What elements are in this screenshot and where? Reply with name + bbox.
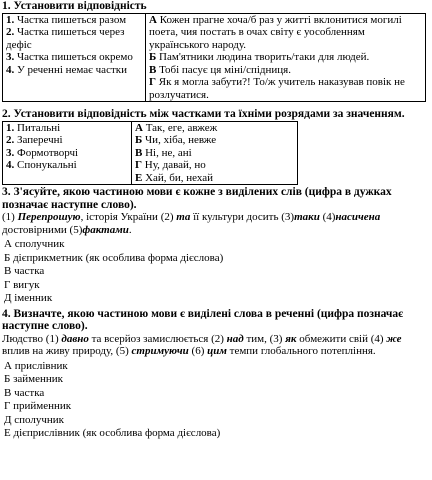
task1-left-cell [3,13,146,102]
task1-left-item: 2. Частка пишеться через дефіс [6,26,125,51]
task3-option: Б дієприкметник (як особлива форма дієслова) [4,251,224,264]
task4-sentence: Людство (1) давно та всерйоз замислюється (2) над тим, (3) як обмежити свій (4) же вплив на живу природу, (5) стримуючи (6) цим темпи глобального потепління. [2,332,402,357]
task4-option: Б займенник [4,373,64,385]
task1-left-item: 1. Частка пишеться разом [6,13,127,26]
task3-option: Д іменник [4,292,53,304]
task1-left-item: 3. Частка пишеться окремо [6,51,133,63]
task3-title: 3. З'ясуйте, якою частиною мови є кожне з виділених слів (цифра в дужках позначає наступне слово). [2,186,392,211]
task1-left-item: 4. У реченні немає частки [6,63,127,76]
task2-right-cell [132,121,298,185]
task4-option: Е дієприслівник (як особлива форма дієслова) [4,427,221,439]
task3-option: Г вигук [4,278,40,291]
task1-right-item: В Тобі пасує ця міні/спідниця. [149,63,291,76]
task2-left-item: 3. Формотворчі [6,146,79,159]
task2-table [2,121,298,186]
task4-option: Г прийменник [4,400,72,412]
task3-sentence: (1) Перепрошую, історія України (2) та її культури досить (3)таки (4)насичена достовірними (5)фактами. [2,211,381,236]
task2-left-item: 2. Заперечні [6,134,63,146]
task3-option: В частка [4,265,45,277]
task3-options [2,238,430,306]
task4-options [2,360,430,441]
task3-option: А сполучник [4,238,65,250]
task1-right-item: Б Пам'ятники людина творить/таки для людей. [149,51,370,63]
task2-left-item: 4. Спонукальні [6,159,77,171]
task2-right-item: В Ні, не, ані [135,146,192,159]
task4-option: В частка [4,386,45,399]
task4-title: 4. Визначте, якою частиною мови є виділені слова в реченні (цифра позначає наступне слово). [2,307,404,332]
task1-table [2,13,426,103]
task2-left-cell [3,121,132,185]
task1-right-item: А Кожен прагне хоча/б раз у житті вклонитися могилі поета, чия постать в очах світу є уособленням українського народу. [149,13,402,51]
task2-right-item: А Так, еге, авжеж [135,121,218,134]
task4-option: Д сполучник [4,413,65,426]
task2-right-item: Е Хай, би, нехай [135,171,214,184]
task1-right-item: Г Як я могла забути?! То/ж учитель наказував повік не розлучатися. [149,76,405,101]
task1-right-cell [146,13,426,102]
task2-title: 2. Установити відповідність між частками та їхніми розрядами за значенням. [2,108,405,120]
task4-option: А прислівник [4,359,68,372]
task2-right-item: Г Ну, давай, но [135,159,206,171]
task2-left-item: 1. Питальні [6,121,61,134]
task1-title: 1. Установити відповідність [2,0,147,12]
task2-right-item: Б Чи, хіба, невже [135,134,217,146]
